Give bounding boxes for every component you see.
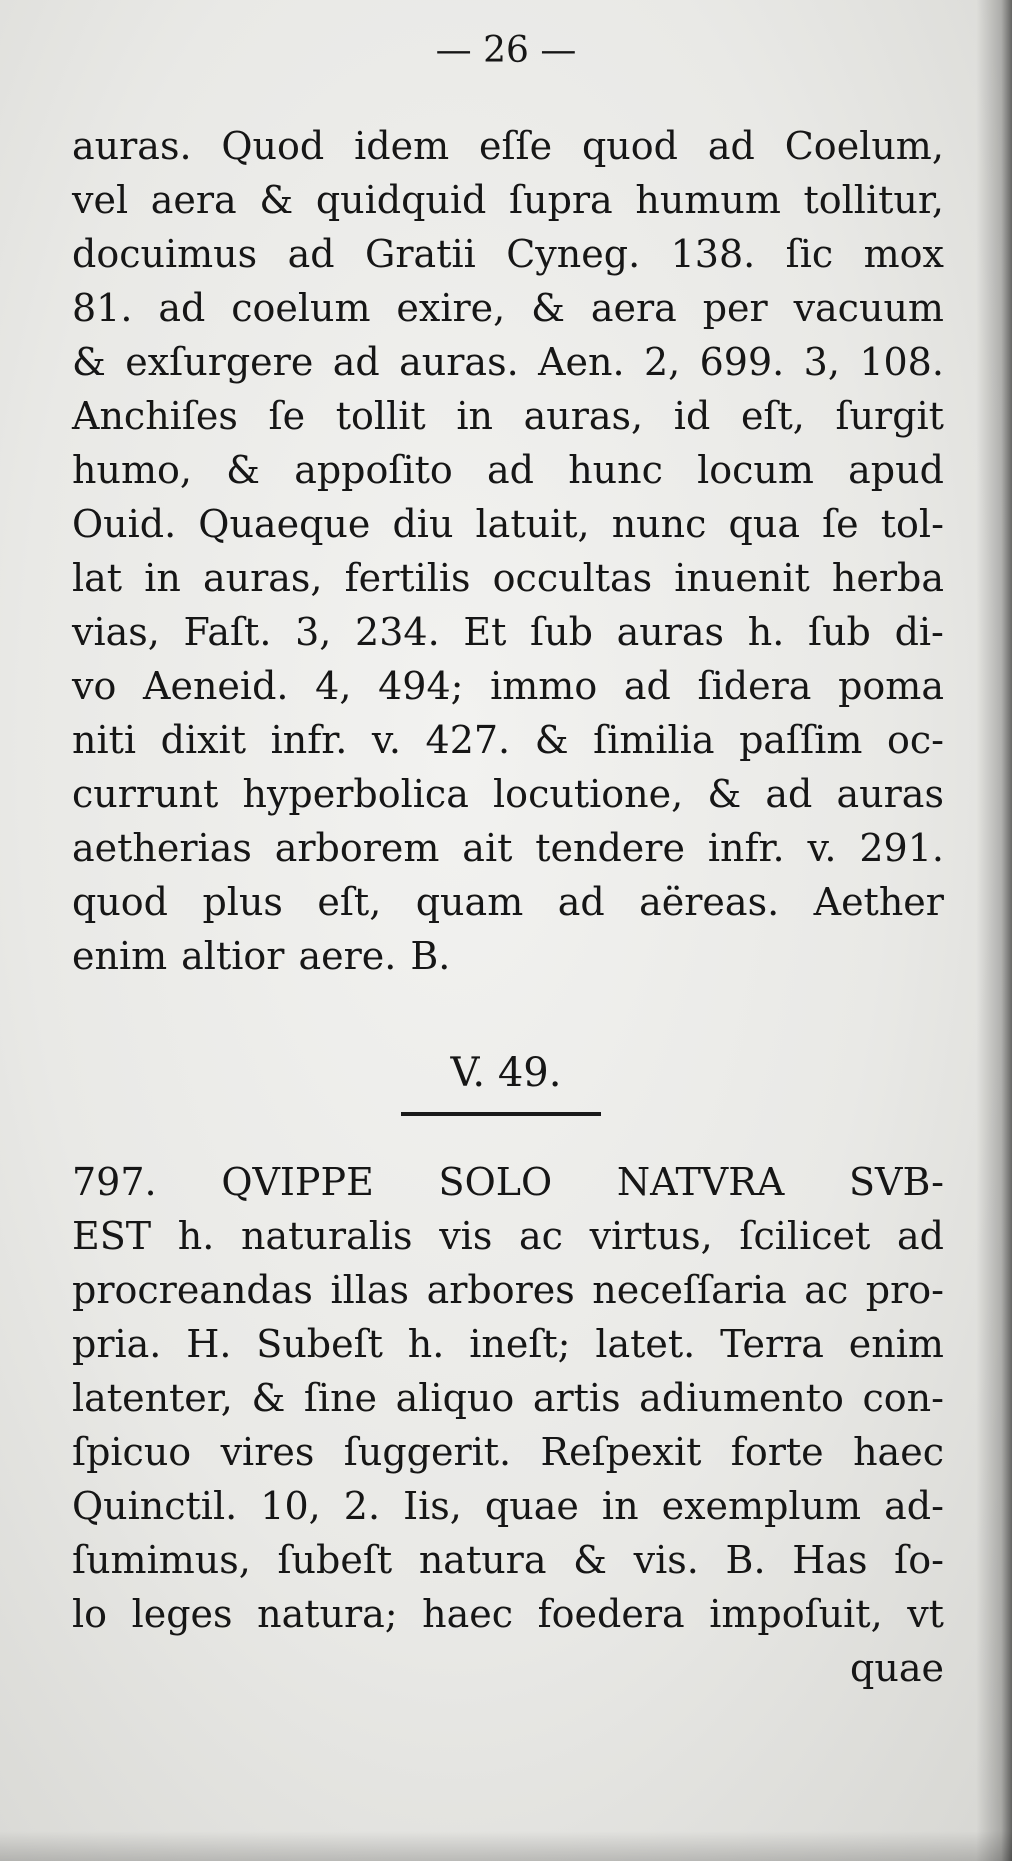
word: 234. (355, 610, 440, 654)
page-bottom-shadow (0, 1831, 1012, 1861)
word: leges (131, 1592, 233, 1636)
word: Subeſt (256, 1322, 383, 1366)
word: forte (730, 1430, 824, 1474)
text-line (72, 281, 944, 335)
catchword: quae (850, 1646, 944, 1690)
word: ad (332, 340, 380, 384)
word: & (226, 448, 260, 492)
word: aliquo (395, 1376, 515, 1420)
verse-heading-text: V. 49. (450, 1050, 562, 1096)
word: auras (616, 610, 725, 654)
text-line (72, 1425, 944, 1479)
word: vel (72, 178, 129, 222)
text-line (72, 497, 944, 551)
word: appoſito (294, 448, 453, 492)
word: ac (804, 1268, 849, 1312)
word: ſe (822, 502, 859, 546)
word: Coelum, (784, 124, 944, 168)
text-line (72, 1155, 944, 1209)
word: 2, (643, 340, 681, 384)
word: ad (623, 664, 671, 708)
word: ad (557, 880, 605, 924)
word: 3, (803, 340, 840, 384)
word: Quinctil. (72, 1484, 238, 1528)
word: tendere (535, 826, 685, 870)
word: SVB- (849, 1160, 944, 1204)
text-line (72, 821, 944, 875)
word: aëreas. (639, 880, 780, 924)
word: ſidera (697, 664, 812, 708)
word: per (702, 286, 768, 330)
word: id (673, 394, 711, 438)
word: ait (462, 826, 513, 870)
word: artis (532, 1376, 621, 1420)
word: auras. (72, 124, 192, 168)
text-line (72, 713, 944, 767)
word: 10, (260, 1484, 321, 1528)
word: aere. (298, 934, 397, 978)
word: ſub (530, 610, 593, 654)
word: Cyneg. (506, 232, 641, 276)
word: lat (72, 556, 123, 600)
word: fertilis (344, 556, 471, 600)
word: tollit (335, 394, 426, 438)
word: Terra (720, 1322, 824, 1366)
word: humo, (72, 448, 192, 492)
word: procreandas (72, 1268, 313, 1312)
word: humum (635, 178, 781, 222)
word: ac (519, 1214, 563, 1258)
page-edge-shadow (976, 0, 1012, 1861)
word: adiumento (639, 1376, 844, 1420)
word: aera (590, 286, 677, 330)
word: aera (150, 178, 237, 222)
word: EST (72, 1214, 152, 1258)
word: inuenit (674, 556, 810, 600)
word: QVIPPE (221, 1160, 374, 1204)
word: 4, (315, 664, 352, 708)
text-line (72, 1317, 944, 1371)
word: quod (72, 880, 169, 924)
word: & (251, 1376, 286, 1420)
word: infr. (270, 718, 348, 762)
word: plus (202, 880, 283, 924)
word: natura; (257, 1592, 398, 1636)
word: locutione, (493, 772, 684, 816)
word: ad (287, 232, 335, 276)
word: nunc (611, 502, 707, 546)
word: 3, (295, 610, 332, 654)
word: locum (697, 448, 814, 492)
word: in (601, 1484, 639, 1528)
word: quae (484, 1484, 579, 1528)
word: latet. (595, 1322, 696, 1366)
word: ſub (808, 610, 871, 654)
word: enim (72, 934, 168, 978)
word: & (707, 772, 742, 816)
word: coelum (231, 286, 371, 330)
text-line (72, 173, 944, 227)
word: h. (747, 610, 785, 654)
word: & (534, 718, 569, 762)
word: 797. (72, 1160, 157, 1204)
section-rule (401, 1112, 601, 1116)
word: B. (725, 1538, 766, 1582)
text-line (72, 659, 944, 713)
word: ad (896, 1214, 944, 1258)
word: immo (490, 664, 598, 708)
word: eſt, (317, 880, 382, 924)
word: ineſt; (469, 1322, 571, 1366)
word: vis. (633, 1538, 699, 1582)
word: oc- (886, 718, 944, 762)
word: vias, (72, 610, 160, 654)
word: 2. (343, 1484, 381, 1528)
word: 494; (378, 664, 464, 708)
word: SOLO (438, 1160, 553, 1204)
text-line (72, 389, 944, 443)
word: v. (807, 826, 837, 870)
page-number: — 26 — (435, 30, 577, 71)
word: & (531, 286, 565, 330)
word: 138. (670, 232, 756, 276)
text-line (72, 605, 944, 659)
word: Aen. (538, 340, 625, 384)
word: infr. (707, 826, 785, 870)
word: 699. (699, 340, 785, 384)
word: pria. (72, 1322, 162, 1366)
text-line (72, 1209, 944, 1263)
commentary-block-2 (72, 1155, 944, 1695)
word: altior (181, 934, 285, 978)
word: arbores (426, 1268, 575, 1312)
word: arborem (274, 826, 440, 870)
word: 81. (72, 286, 133, 330)
word: exſurgere (125, 340, 314, 384)
word: dixit (160, 718, 246, 762)
word: ſcilicet (739, 1214, 871, 1258)
word: hunc (568, 448, 663, 492)
text-line (72, 1479, 944, 1533)
word: ad (158, 286, 206, 330)
word: aetherias (72, 826, 252, 870)
word: paſſim (739, 718, 863, 762)
word: currunt (72, 772, 219, 816)
word: ad- (884, 1484, 944, 1528)
word: di- (894, 610, 944, 654)
word: quidquid (315, 178, 487, 222)
word: niti (72, 718, 137, 762)
word: vis (439, 1214, 493, 1258)
text-line (72, 1263, 944, 1317)
word: vacuum (793, 286, 944, 330)
word: haec (422, 1592, 514, 1636)
word: exire, (396, 286, 506, 330)
word: haec (853, 1430, 944, 1474)
word: & (573, 1538, 607, 1582)
word: apud (848, 448, 944, 492)
word: vt (907, 1592, 944, 1636)
word: latuit, (475, 502, 590, 546)
word: impoſuit, (709, 1592, 883, 1636)
word: naturalis (241, 1214, 413, 1258)
word: ad (707, 124, 755, 168)
word: Aether (813, 880, 944, 924)
word: quam (415, 880, 524, 924)
word: ſic (785, 232, 834, 276)
text-line (72, 119, 944, 173)
word: ad (486, 448, 534, 492)
word: ſumimus, (72, 1538, 251, 1582)
word: quod (581, 124, 678, 168)
word: ſpicuo (72, 1430, 192, 1474)
text-line (72, 335, 944, 389)
text-line (72, 929, 944, 983)
word: in (456, 394, 493, 438)
word: & (72, 340, 106, 384)
word: eſſe (479, 124, 553, 168)
word: h. (407, 1322, 445, 1366)
word: Aeneid. (143, 664, 289, 708)
word: auras. (399, 340, 519, 384)
word: B. (410, 934, 451, 978)
word: auras, (523, 394, 644, 438)
word: tollitur, (803, 178, 944, 222)
word: latenter, (72, 1376, 233, 1420)
text-line (72, 227, 944, 281)
word: Has (792, 1538, 868, 1582)
word: H. (186, 1322, 232, 1366)
word: illas (330, 1268, 410, 1312)
word: auras, (202, 556, 323, 600)
text-line (72, 875, 944, 929)
word: diu (392, 502, 454, 546)
word: 427. (425, 718, 511, 762)
word: h. (177, 1214, 215, 1258)
word: Quaeque (198, 502, 371, 546)
text-line (72, 767, 944, 821)
word: herba (831, 556, 944, 600)
word: Anchiſes (72, 394, 238, 438)
word: Gratii (365, 232, 476, 276)
word: ſine (303, 1376, 378, 1420)
word: enim (848, 1322, 944, 1366)
commentary-block-1 (72, 119, 944, 983)
page-header (0, 30, 1012, 71)
word: mox (863, 232, 944, 276)
word: occultas (492, 556, 653, 600)
word: docuimus (72, 232, 258, 276)
word: 291. (859, 826, 944, 870)
word: lo (72, 1592, 108, 1636)
word: qua (728, 502, 800, 546)
word: ſe (268, 394, 306, 438)
word: Faſt. (183, 610, 272, 654)
word: & (259, 178, 294, 222)
word: Ouid. (72, 502, 177, 546)
word: ſimilia (593, 718, 715, 762)
text-line (72, 551, 944, 605)
word: eſt, (740, 394, 805, 438)
text-line (72, 1533, 944, 1587)
word: con- (862, 1376, 944, 1420)
word: poma (838, 664, 944, 708)
word: tol- (880, 502, 944, 546)
word: hyperbolica (242, 772, 469, 816)
word: vo (72, 664, 117, 708)
word: ad (765, 772, 813, 816)
word: ſubeſt (277, 1538, 393, 1582)
word: ſo- (894, 1538, 944, 1582)
word: Reſpexit (540, 1430, 702, 1474)
word: auras (836, 772, 944, 816)
word: Quod (221, 124, 325, 168)
word: in (144, 556, 181, 600)
text-line (72, 1587, 944, 1641)
word: idem (354, 124, 450, 168)
verse-heading (0, 1050, 1012, 1096)
word: exemplum (661, 1484, 862, 1528)
word: ſupra (509, 178, 613, 222)
word: NATVRA (616, 1160, 785, 1204)
word: ſurgit (835, 394, 944, 438)
text-line (72, 443, 944, 497)
word: natura (418, 1538, 547, 1582)
word: pro- (865, 1268, 944, 1312)
word: neceſſaria (592, 1268, 787, 1312)
text-line (72, 1371, 944, 1425)
word: virtus, (589, 1214, 713, 1258)
word: v. (371, 718, 401, 762)
word: Iis, (403, 1484, 462, 1528)
word: Et (463, 610, 507, 654)
word: 108. (859, 340, 944, 384)
word: foedera (537, 1592, 685, 1636)
word: vires (220, 1430, 315, 1474)
word: ſuggerit. (343, 1430, 512, 1474)
